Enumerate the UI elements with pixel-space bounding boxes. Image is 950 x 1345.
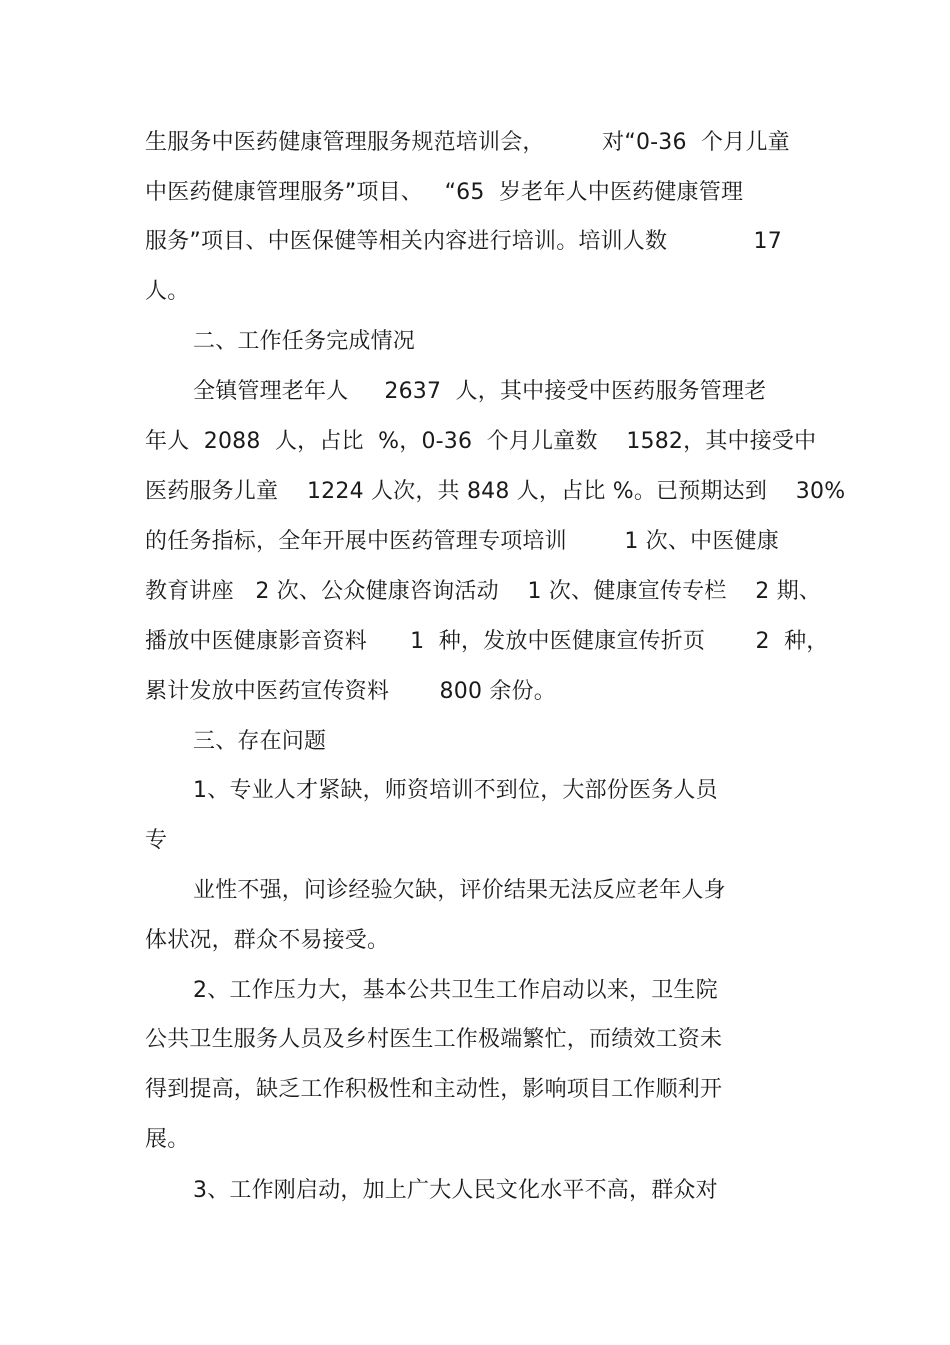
section-heading-2: 二、工作任务完成情况: [193, 329, 416, 354]
text-line-20: 得到提高，缺乏工作积极性和主动性，影响项目工作顺利开: [145, 1077, 723, 1102]
text-line-9: 的任务指标，全年开展中医药管理专项培训 1 次、中医健康: [145, 529, 779, 554]
text-line-12: 累计发放中医药宣传资料 800 余份。: [145, 679, 556, 704]
text-line-7: 年人 2088 人，占比 %，0-36 个月儿童数 1582，其中接受中: [145, 429, 817, 454]
text-line-21: 展。: [145, 1127, 190, 1152]
text-line-10: 教育讲座 2 次、公众健康咨询活动 1 次、健康宣传专栏 2 期、: [145, 579, 822, 604]
section-heading-3: 三、存在问题: [193, 729, 327, 754]
text-line-8: 医药服务儿童 1224 人次，共 848 人，占比 %。已预期达到 30%: [145, 479, 846, 504]
text-line-16: 业性不强，问诊经验欠缺，评价结果无法反应老年人身: [193, 878, 726, 903]
text-line-19: 公共卫生服务人员及乡村医生工作极端繁忙，而绩效工资未: [145, 1027, 723, 1052]
text-line-4: 人。: [145, 279, 190, 304]
text-line-1: 生服务中医药健康管理服务规范培训会， 对“0-36 个月儿童: [145, 130, 790, 155]
text-line-15: 专: [145, 828, 168, 853]
text-line-3: 服务”项目、中医保健等相关内容进行培训。培训人数 17: [145, 229, 782, 254]
text-line-14: 1、专业人才紧缺，师资培训不到位，大部份医务人员: [193, 778, 718, 803]
text-line-11: 播放中医健康影音资料 1 种，发放中医健康宣传折页 2 种，: [145, 629, 829, 654]
text-line-18: 2、工作压力大，基本公共卫生工作启动以来，卫生院: [193, 978, 718, 1003]
text-line-6: 全镇管理老年人 2637 人，其中接受中医药服务管理老: [193, 379, 767, 404]
text-line-2: 中医药健康管理服务”项目、 “65 岁老年人中医药健康管理: [145, 180, 744, 205]
text-line-22: 3、工作刚启动，加上广大人民文化水平不高，群众对: [193, 1178, 718, 1203]
text-line-17: 体状况，群众不易接受。: [145, 928, 390, 953]
